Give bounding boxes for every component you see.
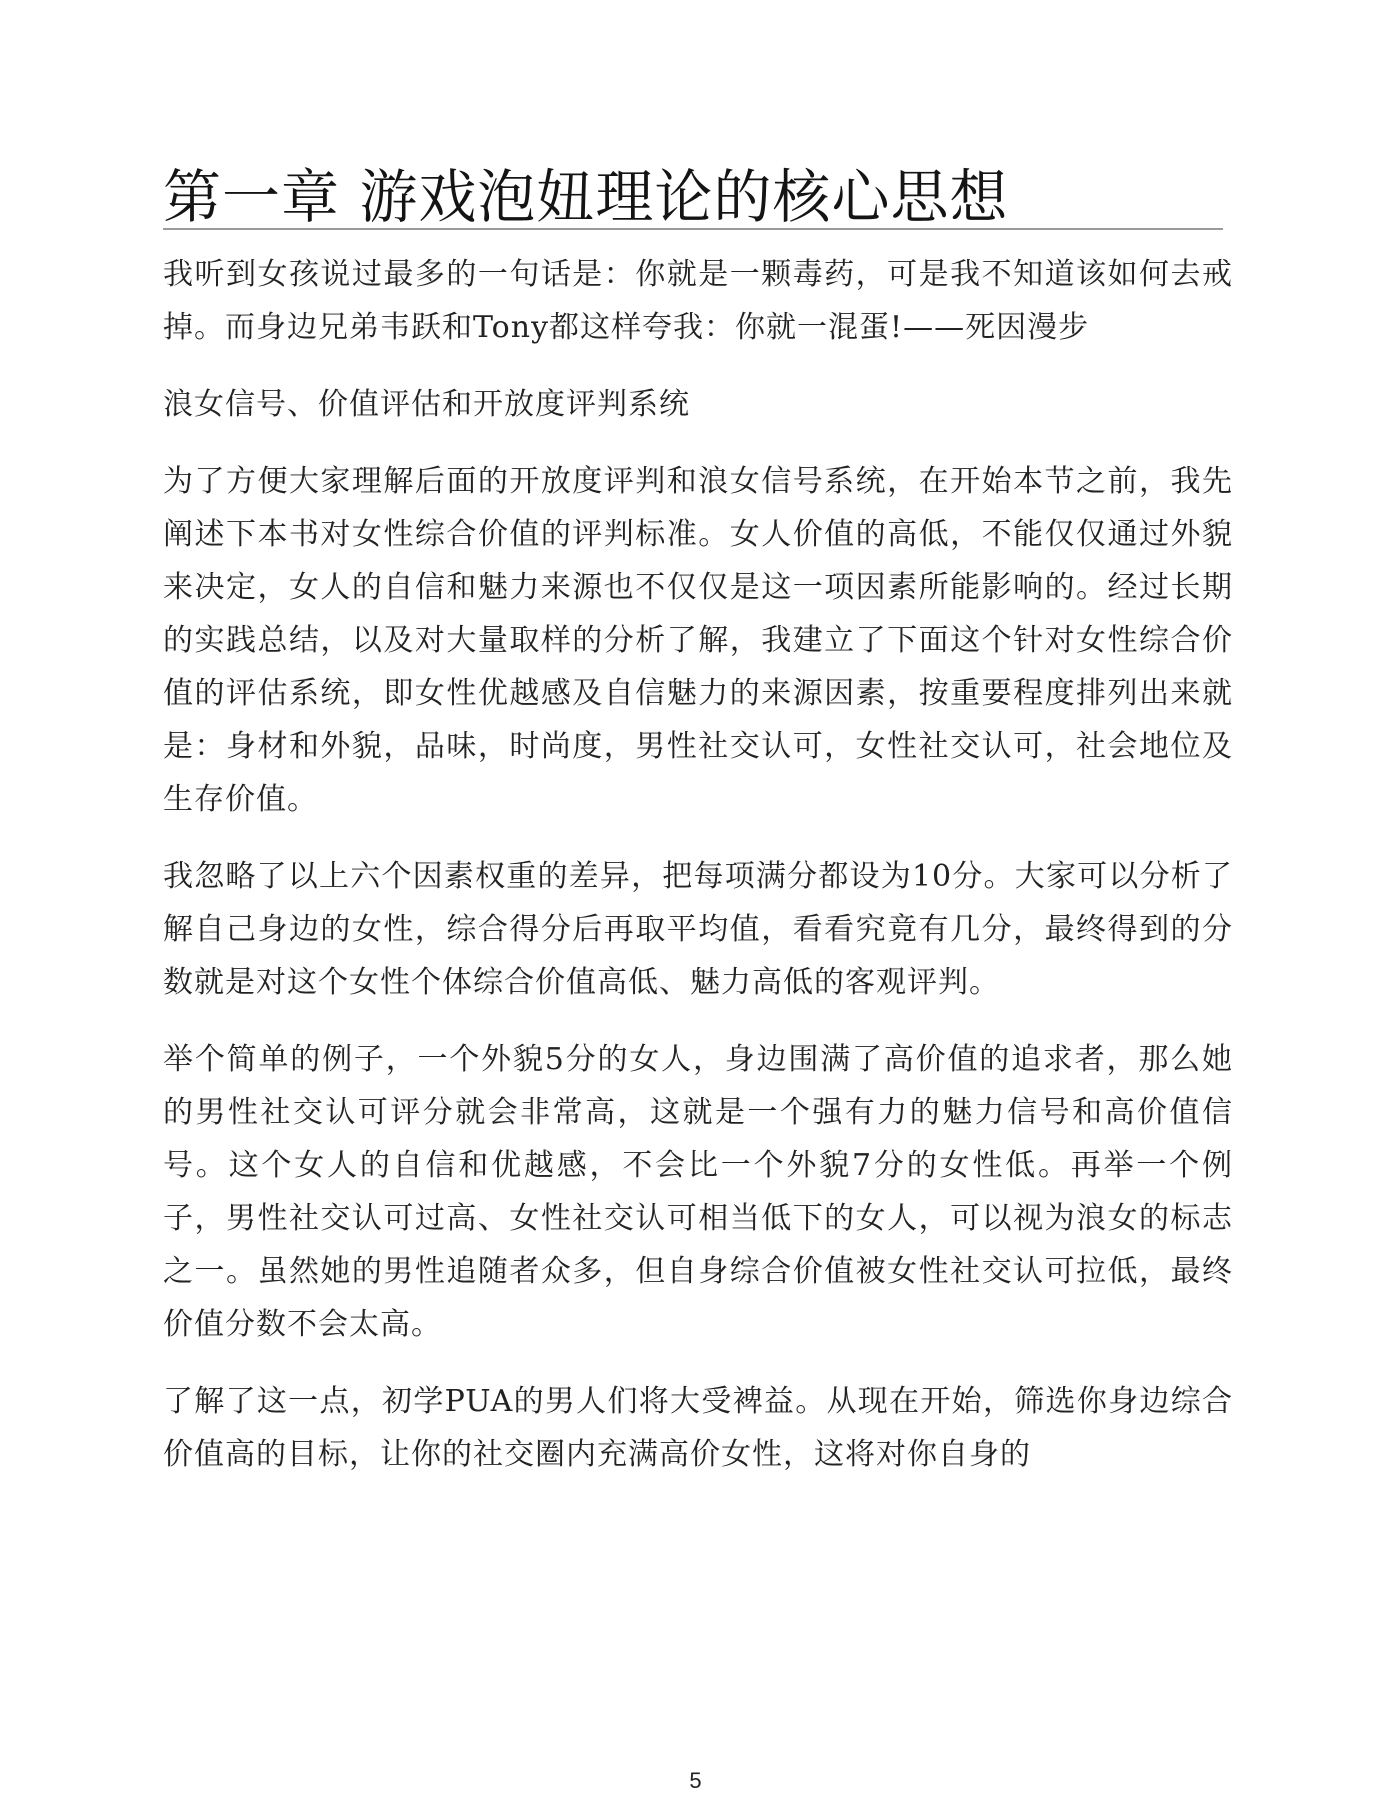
paragraph-section-heading: 浪女信号、价值评估和开放度评判系统 bbox=[163, 387, 690, 422]
chapter-title: 第一章 游戏泡妞理论的核心思想 bbox=[163, 163, 1009, 231]
paragraph: 我忽略了以上六个因素权重的差异，把每项满分都设为10分。大家可以分析了解自己身边的女性，综合得分后再取平均值，看看究竟有几分，最终得到的分数就是对这个女性个体综合价值高低、魅力高低的客观评判。 bbox=[163, 859, 1233, 1000]
paragraph: 了解了这一点，初学PUA的男人们将大受裨益。从现在开始，筛选你身边综合价值高的目标，让你的社交圈内充满高价女性，这将对你自身的 bbox=[163, 1384, 1233, 1472]
paragraph: 为了方便大家理解后面的开放度评判和浪女信号系统，在开始本节之前，我先阐述下本书对女性综合价值的评判标准。女人价值的高低，不能仅仅通过外貌来决定，女人的自信和魅力来源也不仅仅是这一项因素所能影响的。经过长期的实践总结，以及对大量取样的分析了解，我建立了下面这个针对女性综合价值的评估系统，即女性优越感及自信魅力的来源因素，按重要程度排列出来就是：身材和外貌，品味，时尚度，男性社交认可，女性社交认可，社会地位及生存价值。 bbox=[163, 464, 1233, 817]
page-number: 5 bbox=[689, 1768, 702, 1793]
title-underline bbox=[163, 228, 1223, 230]
paragraph-epigraph: 我听到女孩说过最多的一句话是：你就是一颗毒药，可是我不知道该如何去戒掉。而身边兄弟韦跃和Tony都这样夸我：你就一混蛋!——死因漫步 bbox=[163, 257, 1233, 345]
paragraph: 举个简单的例子，一个外貌5分的女人，身边围满了高价值的追求者，那么她的男性社交认可评分就会非常高，这就是一个强有力的魅力信号和高价值信号。这个女人的自信和优越感，不会比一个外貌7分的女性低。再举一个例子，男性社交认可过高、女性社交认可相当低下的女人，可以视为浪女的标志之一。虽然她的男性追随者众多，但自身综合价值被女性社交认可拉低，最终价值分数不会太高。 bbox=[163, 1042, 1233, 1342]
body-text bbox=[163, 248, 1233, 1505]
